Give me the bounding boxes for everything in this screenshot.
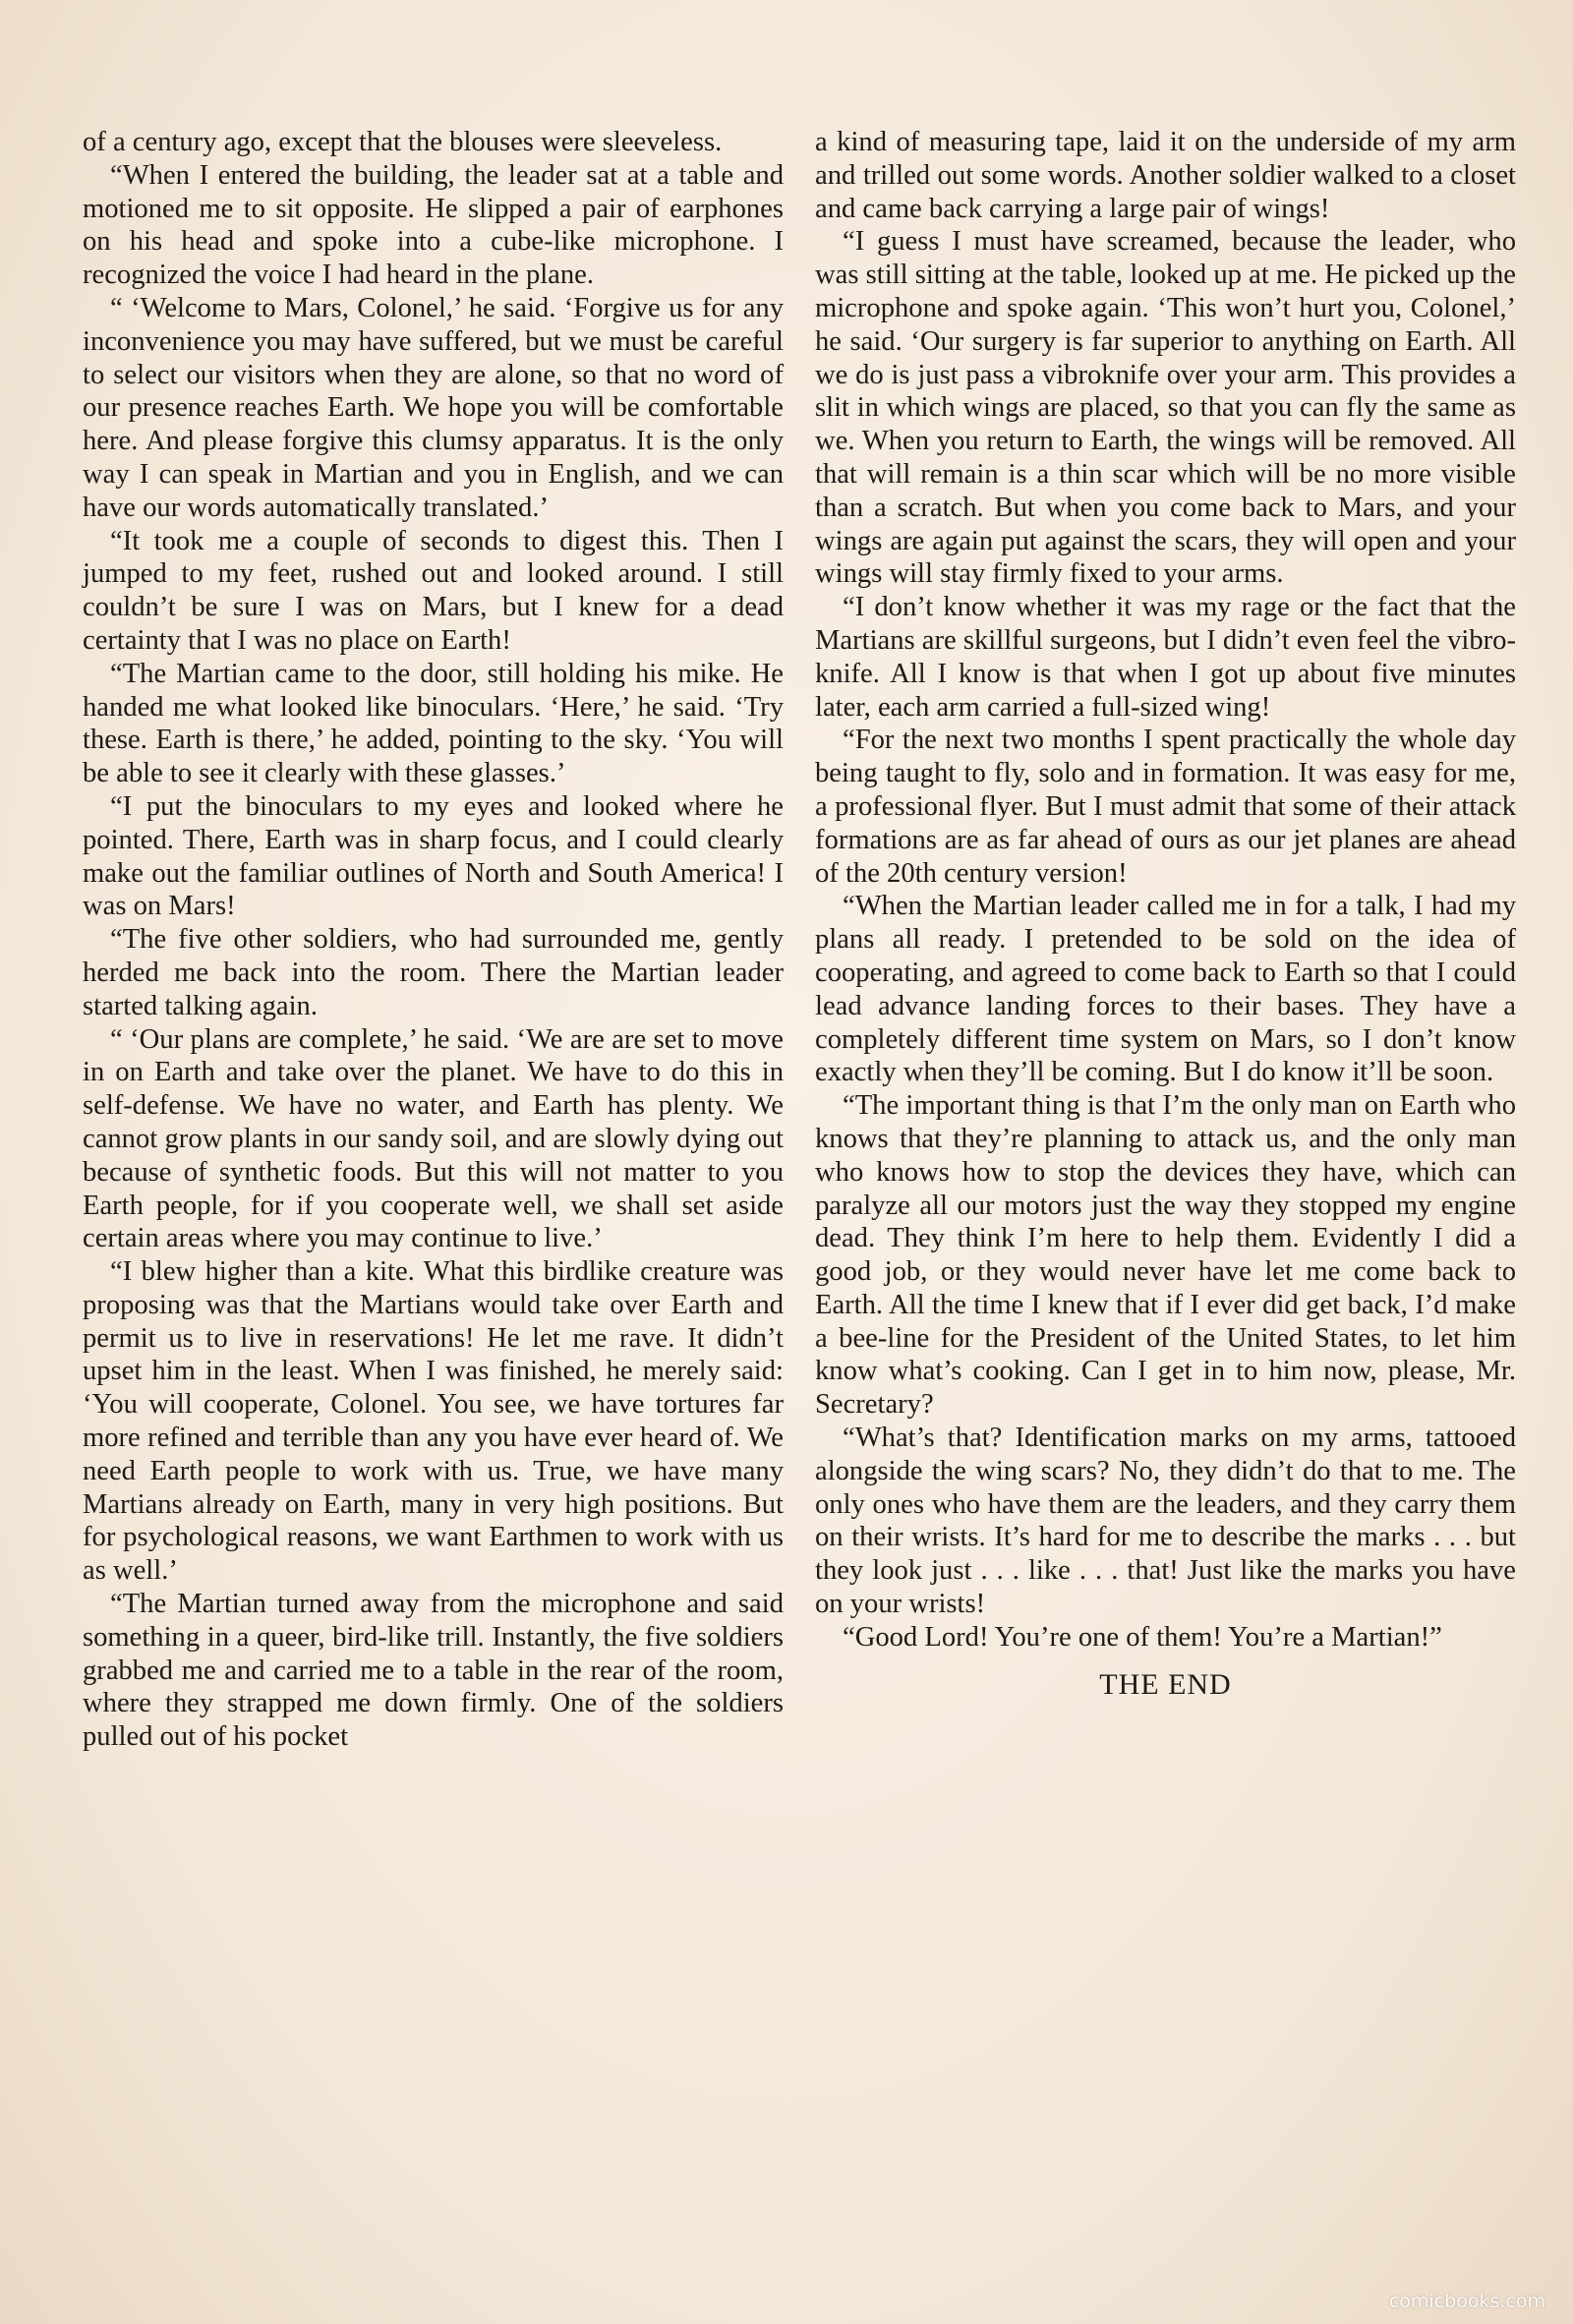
paragraph: “The five other soldiers, who had surrounded me, gently herded me back into the room. There the Martian leader started talking again.	[83, 924, 784, 1021]
paragraph: “What’s that? Identification marks on my arms, tattooed alongside the wing scars? No, they didn’t do that to me. The only ones who have them are the leaders, and they carry them on their wrists. It’s hard for me to describe the marks . . . but they look just . . . like . . . that! Just like the marks you have on your wrists!	[815, 1423, 1516, 1620]
paragraph: “The Martian came to the door, still holding his mike. He handed me what looked like binoculars. ‘Here,’ he said. ‘Try these. Earth is there,’ he added, pointing to the sky. ‘You will be able to see it clearly with these glasses.’	[83, 658, 784, 789]
paragraph: a kind of measuring tape, laid it on the underside of my arm and trilled out some words. Another soldier walked to a closet and came back carrying a large pair of wings!	[815, 127, 1516, 224]
paragraph: “Good Lord! You’re one of them! You’re a Martian!”	[843, 1621, 1442, 1653]
paragraph: “The important thing is that I’m the only man on Earth who knows that they’re planning to attack us, and the only man who knows how to stop the devices they have, which can paralyze all our motors just the way they stopped my engine dead. They think I’m here to help them. Evidently I did a good job, or they would never have let me come back to Earth. All the time I knew that if I ever did get back, I’d make a bee-line for the President of the United States, to let him know what’s cooking. Can I get in to him now, please, Mr. Secretary?	[815, 1090, 1516, 1421]
paragraph: “For the next two months I spent practically the whole day being taught to fly, solo and in formation. It was easy for me, a professional flyer. But I must admit that some of their attack formations are as far ahead of ours as our jet planes are ahead of the 20th century version!	[815, 725, 1516, 889]
paragraph: “I put the binoculars to my eyes and looked where he pointed. There, Earth was in sharp focus, and I could clearly make out the familiar outlines of North and South America! I was on Mars!	[83, 790, 784, 922]
paragraph: “When I entered the building, the leader sat at a table and motioned me to sit opposite. He slipped a pair of earphones on his head and spoke into a cube-like microphone. I recognized the voice I had heard in the plane.	[83, 159, 784, 291]
paragraph: “ ‘Our plans are complete,’ he said. ‘We are are set to move in on Earth and take over the planet. We have to do this in self-defense. We have no water, and Earth has plenty. We cannot grow plants in our sandy soil, and are slowly dying out because of synthetic foods. But this will not matter to you Earth people, for if you cooperate well, we shall set aside certain areas where you may continue to live.’	[83, 1023, 784, 1254]
paragraph: “I blew higher than a kite. What this birdlike creature was proposing was that the Martians would take over Earth and permit us to live in reservations! He let me rave. It didn’t upset him in the least. When I was finished, he merely said: ‘You will cooperate, Colonel. You see, we have tortures far more refined and terrible than any you have ever heard of. We need Earth people to work with us. True, we have many Martians already on Earth, many in very high positions. But for psychological reasons, we want Earthmen to work with us as well.’	[83, 1256, 784, 1587]
the-end-label: THE END	[1099, 1667, 1232, 1701]
right-text-column	[815, 126, 1516, 1701]
paragraph: of a century ago, except that the blouses were sleeveless.	[83, 127, 723, 157]
paragraph: “The Martian turned away from the microphone and said something in a queer, bird-like trill. Instantly, the five soldiers grabbed me and carried me to a table in the rear of the room, where they strapped me down firmly. One of the soldiers pulled out of his pocket	[83, 1589, 784, 1753]
paragraph: “I don’t know whether it was my rage or the fact that the Martians are skillful surgeons, but I didn’t even feel the vibro-knife. All I know is that when I got up about five minutes later, each arm carried a full-sized wing!	[815, 592, 1516, 723]
paragraph: “ ‘Welcome to Mars, Colonel,’ he said. ‘Forgive us for any inconvenience you may have suffered, but we must be careful to select our visitors when they are alone, so that no word of our presence reaches Earth. We hope you will be comfortable here. And please forgive this clumsy apparatus. It is the only way I can speak in Martian and you in English, and we can have our words automatically translated.’	[83, 292, 784, 523]
paragraph: “It took me a couple of seconds to digest this. Then I jumped to my feet, rushed out and looked around. I still couldn’t be sure I was on Mars, but I knew for a dead certainty that I was no place on Earth!	[83, 525, 784, 656]
paragraph: “When the Martian leader called me in for a talk, I had my plans all ready. I pretended to be sold on the idea of cooperating, and agreed to come back to Earth so that I could lead advance landing forces to their bases. They have a completely different time system on Mars, so I don’t know exactly when they’ll be coming. But I do know it’ll be soon.	[815, 891, 1516, 1088]
left-text-column	[83, 126, 784, 1754]
paragraph: “I guess I must have screamed, because the leader, who was still sitting at the table, looked up at me. He picked up the microphone and spoke again. ‘This won’t hurt you, Colonel,’ he said. ‘Our surgery is far superior to anything on Earth. All we do is just pass a vibroknife over your arm. This provides a slit in which wings are placed, so that you can fly the same as we. When you return to Earth, the wings will be removed. All that will remain is a thin scar which will be no more visible than a scratch. But when you come back to Mars, and your wings are again put against the scars, they will open and your wings will stay firmly fixed to your arms.	[815, 226, 1516, 590]
watermark: comicbooks.com	[1388, 2291, 1545, 2312]
